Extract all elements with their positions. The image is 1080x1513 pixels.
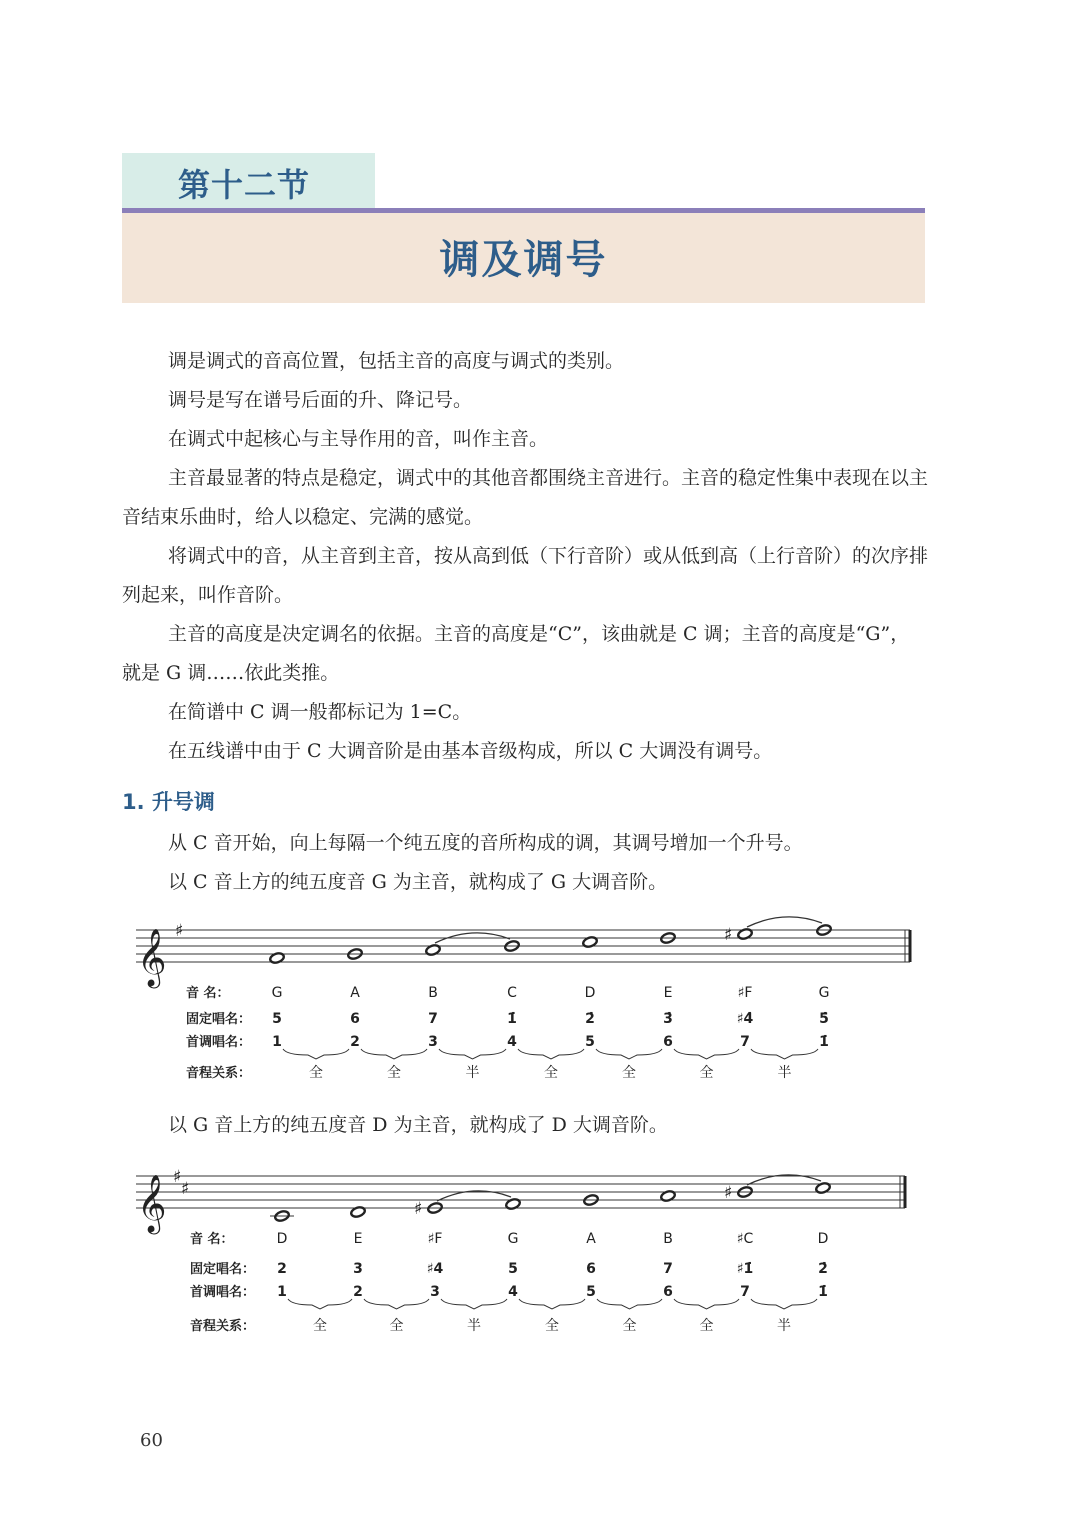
note-name-cell: G <box>818 985 830 1001</box>
interval-step-label: 全 <box>309 1065 323 1081</box>
interval-bracket <box>364 1299 429 1309</box>
fixed-do-cell: 2̇ <box>585 1011 595 1027</box>
semitone-slur <box>747 917 822 927</box>
fixed-do-cell: 6 <box>586 1261 596 1277</box>
paragraph-sharp-keys: 从 C 音开始，向上每隔一个纯五度的音所构成的调，其调号增加一个升号。 <box>168 832 803 854</box>
paragraph-scale: 将调式中的音，从主音到主音，按从高到低（下行音阶）或从低到高（上行音阶）的次序排列起来，叫作音阶。 <box>122 545 929 606</box>
section-heading: 1. 升号调 <box>122 790 215 814</box>
movable-do-cell: 5 <box>586 1284 596 1300</box>
note-name-cell: B <box>428 985 438 1001</box>
interval-step-label: 半 <box>777 1318 791 1334</box>
fixed-do-cell: 7 <box>663 1261 673 1277</box>
row-label-fixed-do: 固定唱名： <box>190 1262 256 1277</box>
interval-bracket <box>674 1049 739 1059</box>
interval-step-label: 全 <box>544 1065 558 1081</box>
fixed-do-cell: 2 <box>277 1261 287 1277</box>
sharp-accidental-icon: ♯ <box>414 1199 423 1219</box>
movable-do-cell: 6 <box>663 1034 673 1050</box>
note-name-cell: G <box>271 985 283 1001</box>
page-number: 60 <box>140 1430 163 1451</box>
interval-bracket <box>674 1299 739 1309</box>
treble-clef-icon: 𝄞 <box>137 928 167 986</box>
interval-step-label: 全 <box>387 1065 401 1081</box>
key-signature-sharp-icon: ♯ <box>173 1167 182 1187</box>
interval-bracket <box>751 1049 818 1059</box>
paragraph-key-definition: 调是调式的音高位置，包括主音的高度与调式的类别。 <box>168 350 625 372</box>
movable-do-cell: 2 <box>350 1034 360 1050</box>
movable-do-cell: 7 <box>740 1034 750 1050</box>
movable-do-cell: 1 <box>272 1034 282 1050</box>
d-major-scale-figure <box>136 1167 905 1334</box>
note-name-cell: C <box>507 985 517 1001</box>
movable-do-cell: 1̇ <box>818 1284 828 1300</box>
movable-do-cell: 4 <box>508 1284 518 1300</box>
key-signature-sharp-icon: ♯ <box>175 921 184 941</box>
page-title: 调及调号 <box>439 237 608 283</box>
paragraph-tonic-stability: 主音最显著的特点是稳定，调式中的其他音都围绕主音进行。主音的稳定性集中表现在以主音结束乐曲时，给人以稳定、完满的感觉。 <box>122 467 929 528</box>
interval-bracket <box>597 1299 662 1309</box>
note-name-cell: D <box>817 1231 829 1247</box>
interval-bracket <box>283 1049 349 1059</box>
row-label-movable-do: 首调唱名： <box>186 1035 252 1050</box>
paragraph-numbered-notation: 在简谱中 C 调一般都标记为 1=C。 <box>168 701 472 723</box>
interval-step-label: 全 <box>699 1065 714 1081</box>
section-label: 第十二节 <box>178 166 311 204</box>
note-name-cell: ♯F <box>737 985 753 1001</box>
movable-do-cell: 1̇ <box>819 1034 829 1050</box>
note-name-cell: E <box>353 1231 363 1247</box>
fixed-do-cell: 7 <box>428 1011 438 1027</box>
note-name-cell: D <box>276 1231 288 1247</box>
row-label-fixed-do: 固定唱名： <box>186 1012 252 1027</box>
interval-step-label: 半 <box>467 1318 481 1334</box>
row-label-note-name: 音 名： <box>190 1232 234 1247</box>
interval-step-label: 全 <box>389 1318 404 1334</box>
movable-do-cell: 2 <box>353 1284 363 1300</box>
movable-do-cell: 3 <box>428 1034 438 1050</box>
interval-step-label: 全 <box>622 1318 637 1334</box>
interval-step-label: 全 <box>545 1318 559 1334</box>
paragraph-g-major: 以 C 音上方的纯五度音 G 为主音，就构成了 G 大调音阶。 <box>168 871 668 893</box>
fixed-do-cell: ♯4̇ <box>736 1011 754 1027</box>
paragraph-key-name: 主音的高度是决定调名的依据。主音的高度是“C”，该曲就是 C 调；主音的高度是“G”，就是 G 调……依此类推。 <box>122 623 910 684</box>
note-name-cell: E <box>663 985 673 1001</box>
note-name-cell: ♯C <box>736 1231 754 1247</box>
row-label-intervals: 音程关系： <box>186 1066 252 1081</box>
interval-step-label: 半 <box>465 1065 480 1081</box>
note-name-cell: D <box>584 985 596 1001</box>
fixed-do-cell: 6 <box>350 1011 360 1027</box>
key-signature-sharp-icon: ♯ <box>181 1179 190 1199</box>
movable-do-cell: 7 <box>740 1284 750 1300</box>
fixed-do-cell: 2̇ <box>818 1261 828 1277</box>
paragraph-d-major: 以 G 音上方的纯五度音 D 为主音，就构成了 D 大调音阶。 <box>168 1114 668 1136</box>
interval-bracket <box>596 1049 662 1059</box>
paragraph-tonic: 在调式中起核心与主导作用的音，叫作主音。 <box>168 428 549 450</box>
interval-step-label: 全 <box>699 1318 714 1334</box>
movable-do-cell: 4 <box>507 1034 517 1050</box>
fixed-do-cell: 3 <box>353 1261 363 1277</box>
treble-clef-icon: 𝄞 <box>137 1174 167 1232</box>
movable-do-cell: 3 <box>430 1284 440 1300</box>
note-name-cell: A <box>586 1231 596 1247</box>
note-name-cell: B <box>663 1231 673 1247</box>
interval-bracket <box>518 1049 584 1059</box>
sharp-accidental-icon: ♯ <box>724 925 733 945</box>
fixed-do-cell: 1̇ <box>507 1011 517 1027</box>
interval-step-label: 半 <box>777 1065 792 1081</box>
fixed-do-cell: ♯1̇ <box>736 1261 754 1277</box>
interval-step-label: 全 <box>622 1065 636 1081</box>
movable-do-cell: 1 <box>277 1284 287 1300</box>
note-name-cell: G <box>507 1231 519 1247</box>
g-major-scale-figure <box>136 917 910 1081</box>
fixed-do-cell: 5̇ <box>819 1011 829 1027</box>
paragraph-c-major: 在五线谱中由于 C 大调音阶是由基本音级构成，所以 C 大调没有调号。 <box>168 740 773 762</box>
interval-bracket <box>441 1299 507 1309</box>
interval-step-label: 全 <box>313 1318 327 1334</box>
movable-do-cell: 5 <box>585 1034 595 1050</box>
interval-bracket <box>361 1049 427 1059</box>
note-name-cell: ♯F <box>427 1231 443 1247</box>
fixed-do-cell: 5 <box>272 1011 282 1027</box>
fixed-do-cell: 3̇ <box>663 1011 673 1027</box>
movable-do-cell: 6 <box>663 1284 673 1300</box>
interval-bracket <box>288 1299 352 1309</box>
interval-bracket <box>439 1049 506 1059</box>
row-label-note-name: 音 名： <box>186 986 230 1001</box>
fixed-do-cell: ♯4 <box>426 1261 444 1277</box>
fixed-do-cell: 5 <box>508 1261 518 1277</box>
sharp-accidental-icon: ♯ <box>724 1183 733 1203</box>
note-name-cell: A <box>350 985 360 1001</box>
paragraph-key-signature: 调号是写在谱号后面的升、降记号。 <box>168 389 473 411</box>
row-label-intervals: 音程关系： <box>190 1319 256 1334</box>
interval-bracket <box>519 1299 585 1309</box>
row-label-movable-do: 首调唱名： <box>190 1285 256 1300</box>
interval-bracket <box>751 1299 817 1309</box>
